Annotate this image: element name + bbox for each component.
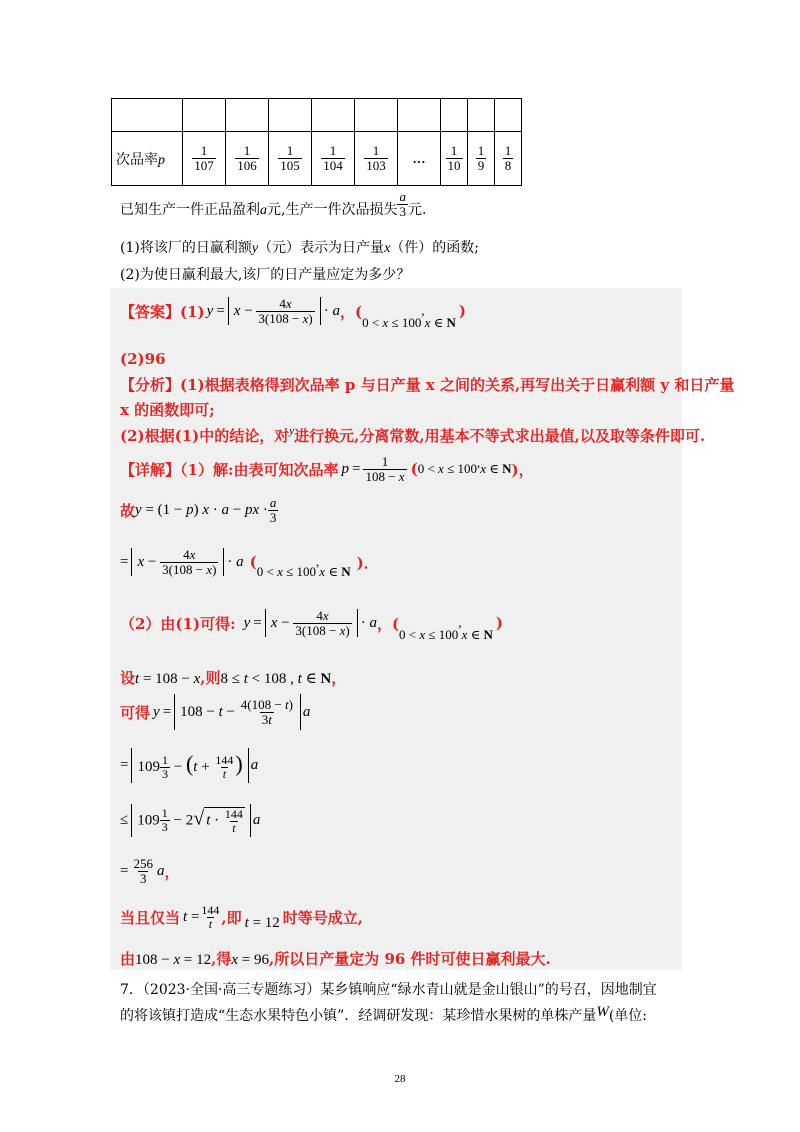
text: （件）的函数; <box>390 240 479 256</box>
frac-num: 1 <box>200 143 208 159</box>
table-cell <box>312 99 355 132</box>
var-a: a <box>260 203 267 219</box>
table-cell <box>441 132 468 186</box>
table-cell <box>398 99 441 132</box>
table-cell <box>398 132 441 186</box>
fraction <box>278 144 302 172</box>
problem-line-1 <box>120 189 427 224</box>
frac-den: 9 <box>477 158 485 173</box>
analysis-line-2: x 的函数即可; <box>120 401 215 419</box>
frac-num: 1 <box>243 143 251 159</box>
text: 由 <box>120 950 136 968</box>
table-cell <box>468 132 495 186</box>
var-x: x <box>384 241 391 256</box>
analysis-line-1: 【分析】(1)根据表格得到次品率 p 与日产量 x 之间的关系,再写出关于日赢利额 y 和日产量 <box>120 376 735 394</box>
question-1 <box>120 237 479 257</box>
text: 当且仅当 <box>120 908 181 927</box>
text: （元）表示为日产量 <box>258 240 385 256</box>
row-label-var: p <box>158 152 165 168</box>
frac-num: 1 <box>372 143 380 159</box>
fraction <box>476 144 487 172</box>
fraction <box>446 144 463 172</box>
part2-line-1: （2）由(1)可得: y = x − $\frac{4x}{3(108 - x)}$ · a ，( 0 < x ≤ 100 , x ∈ N ) <box>120 608 503 643</box>
frac-den: 103 <box>366 158 386 173</box>
derivation-line-2: = 109 $\frac{1}{3}$ − (t + $\frac{144}{t}$ ) a <box>120 748 258 783</box>
detail-line-2: 故 y = (1 − p) x · a − px · $\frac{a}{3}$ <box>120 495 277 525</box>
equality-condition: 当且仅当 t = $\frac{144}{t}$ ,即 t = 12 时等号成立, <box>120 903 364 931</box>
expression-bracket: x − $\frac{4x}{3(108 - x)}$ <box>228 297 321 325</box>
text: ,则 <box>200 669 221 687</box>
text: ,所以日产量定为 96 件时可使日赢利最大. <box>269 950 551 968</box>
substitution-line: 设t = 108 − x,则8 ≤ t < 108 , t ∈ N， <box>120 669 347 687</box>
row-label-text: 次品率 <box>116 151 158 168</box>
frac-den: 8 <box>504 158 512 173</box>
fraction-a-over-3 <box>397 190 408 218</box>
ellipsis: … <box>412 150 426 166</box>
detail-label: 【详解】（1）解:由表可知次品率 <box>120 460 339 479</box>
text: 时等号成立, <box>282 908 364 927</box>
table-cell <box>269 99 312 132</box>
answer-2: (2)96 <box>120 350 166 368</box>
table-cell <box>468 99 495 132</box>
table-cell <box>112 99 183 132</box>
table-cell <box>495 132 522 186</box>
fraction <box>192 144 216 172</box>
table-cell <box>355 99 398 132</box>
text: 元,生产一件次品损失 <box>267 202 398 219</box>
page-number: 28 <box>394 1073 406 1085</box>
derivation-line-3: ≤ 109 $\frac{1}{3}$ − 2√ t · $\frac{144}{t}$ a <box>120 804 260 837</box>
table-cell <box>495 99 522 132</box>
frac-den: 106 <box>237 158 257 173</box>
analysis-line-3: (2)根据(1)中的结论，对$^y$进行换元,分离常数,用基本不等式求出最值,以及取等条件即可. <box>120 425 706 445</box>
table-cell <box>226 132 269 186</box>
text: 可得 <box>120 703 151 722</box>
text: 元. <box>407 202 427 219</box>
final-line: 由108 − x = 12,得x = 96,所以日产量定为 96 件时可使日赢利最大. <box>120 950 551 968</box>
detail-line-1: 【详解】（1）解:由表可知次品率 p = $\frac{1}{108 - x}$ ( 0 < x ≤ 100 , x ∈ N )， <box>120 454 534 484</box>
frac-num: 1 <box>329 143 337 159</box>
var-w: W <box>596 1004 609 1020</box>
table-cell <box>183 99 226 132</box>
text: 的将该镇打造成“生态水果特色小镇”．经调研发现：某珍惜水果树的单株产量 <box>120 1008 597 1024</box>
table-cell <box>269 132 312 186</box>
text: 故 <box>120 501 136 520</box>
derivation-line-4: = $\frac{256}{3}$ a ， <box>120 856 180 886</box>
answer-line-1: 【答案】(1) y = x − $\frac{4x}{3(108 - x)}$ · a ，( 0 < x ≤ 100 , x ∈ N ) <box>120 296 466 331</box>
table-row-label <box>112 132 183 186</box>
text: (1)将该厂的日赢利额 <box>120 240 252 256</box>
frac-num: a <box>399 189 406 204</box>
detail-line-3: = x − $\frac{4x}{3(108 - x)}$ · a ( 0 < x ≤ 100 , x ∈ N )． <box>120 547 379 580</box>
fraction <box>364 144 388 172</box>
next-problem-line-2 <box>120 1005 647 1025</box>
text: (单位: <box>608 1008 647 1024</box>
table-cell <box>312 132 355 186</box>
table-cell <box>183 132 226 186</box>
text: ,得 <box>211 950 232 968</box>
answer-label: 【答案】(1) <box>120 302 205 321</box>
frac-den: 105 <box>280 158 300 173</box>
part2-label: （2）由(1)可得: <box>120 614 236 633</box>
var-y: y <box>251 241 259 256</box>
text: 进行换元,分离常数,用基本不等式求出最值,以及取等条件即可. <box>294 427 706 445</box>
question-2: (2)为使日赢利最大,该厂的日产量应定为多少？ <box>120 267 411 283</box>
frac-num: 1 <box>450 143 458 159</box>
frac-num: 1 <box>477 143 485 159</box>
frac-num: 1 <box>504 143 512 159</box>
text: 已知生产一件正品盈利 <box>120 202 260 219</box>
frac-den: 107 <box>194 158 214 173</box>
fraction <box>235 144 259 172</box>
frac-num: 1 <box>286 143 294 159</box>
derivation-line-1: 可得 y = 108 − t − $\frac{4(108 - t)}{3t}$ a <box>120 694 310 730</box>
text: ,即 <box>221 908 242 927</box>
table-cell <box>226 99 269 132</box>
fraction <box>503 144 514 172</box>
frac-den: 3 <box>399 203 406 219</box>
next-problem-line-1: 7．（2023·全国·高三专题练习）某乡镇响应“绿水青山就是金山银山”的号召，因地制宜 <box>120 982 657 998</box>
table-cell <box>441 99 468 132</box>
text: 设 <box>120 669 136 687</box>
table-cell <box>355 132 398 186</box>
defect-rate-table <box>111 98 522 186</box>
frac-den: 104 <box>323 158 343 173</box>
frac-den: 10 <box>447 158 461 173</box>
fraction <box>321 144 345 172</box>
text: (2)根据(1)中的结论，对 <box>120 427 290 445</box>
